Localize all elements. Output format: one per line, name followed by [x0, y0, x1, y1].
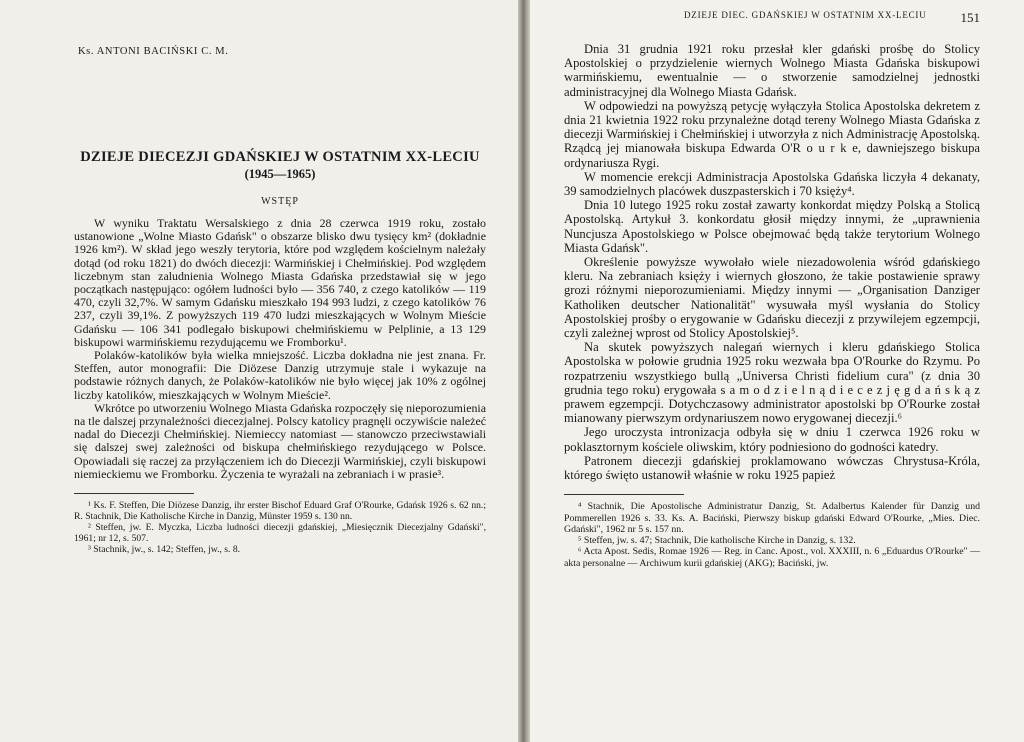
- footnote: ² Steffen, jw. E. Myczka, Liczba ludności diecezji gdańskiej, „Miesięcznik Diecezjalny Gdański", 1961; nr 12, s. 507.: [74, 522, 486, 545]
- footnote: ⁶ Acta Apost. Sedis, Romae 1926 — Reg. in Canc. Apost., vol. XXXIII, n. 6 „Eduardus O'Rourke" — akta personalne — Archiwum kurii gdańskiej (AKG); Baciński, jw.: [564, 546, 980, 569]
- running-head-left: Ks. ANTONI BACIŃSKI C. M.: [78, 46, 229, 57]
- paragraph: W odpowiedzi na powyższą petycję wyłączyła Stolica Apostolska dekretem z dnia 21 kwietnia 1922 roku przynależne dotąd tereny Wolnego Miasta Gdańska z diecezji Warmińskiej i Chełmińskiej i utworzyła z nich Administrację Apostolską. Rządcą jej mianowała biskupa Edwarda O'R o u r k e, dawniejszego biskupa ordynariusza Rygi.: [564, 98, 980, 170]
- footnote-rule: [74, 493, 194, 494]
- paragraph: Dnia 10 lutego 1925 roku został zawarty konkordat między Polską a Stolicą Apostolską. Artykuł 3. konkordatu głosił między innymi, że „uprawnienia Nuncjusza Apostolskiego w Polsce obejmować będą także terytorium Wolnego Miasta Gdańsk".: [564, 198, 980, 255]
- running-head-text: DZIEJE DIEC. GDAŃSKIEJ W OSTATNIM XX-LECIU: [684, 10, 927, 20]
- footnote: ³ Stachnik, jw., s. 142; Steffen, jw., s. 8.: [88, 544, 241, 556]
- paragraph: Wkrótce po utworzeniu Wolnego Miasta Gdańska rozpoczęły się nieporozumienia na tle dalszej przynależności diecezjalnej. Polscy katolicy pragnęli oczywiście należeć nadal do Diecezji Chełmińskiej. Niemieccy natomiast — stanowczo przeciwstawiali się dalszej swej zależności od biskupa chełmińskiego rezydującego w Polsce. Opowiadali się raczej za przyłączeniem ich do Diecezji Warmińskiej, czyli biskupowi niemieckiemu we Fromborku. Życzenia te wyrażali na zebraniach i w prasie³.: [74, 400, 486, 481]
- running-head-right: [564, 10, 980, 26]
- book-gutter: [518, 0, 530, 742]
- right-page: [530, 0, 1024, 742]
- paragraph: W wyniku Traktatu Wersalskiego z dnia 28 czerwca 1919 roku, zostało ustanowione „Wolne Miasto Gdańsk" o obszarze blisko dwu tysięcy km² (dokładnie 1926 km²). W skład jego weszły terytoria, które pod względem kościelnym należały dotąd (od roku 1821) do dwóch diecezji: Warmińskiej i Chełmińskiej. Pod względem liczebnym stan zaludnienia Wolnego Miasta Gdańska przedstawiał się w jego początkach następująco: ogółem ludności było — 356 740, z czego katolików — 119 470, czyli 32,7%. W samym Gdańsku mieszkało 194 993 ludzi, z czego katolików 76 237, czyli 39,1%. Z powyższych 119 470 ludzi mieszkających w Wolnym Mieście Gdańsku — 106 341 podlegało biskupowi chełmińskiemu w Pelplinie, a 13 129 biskupowi warmińskiemu rezydującemu we Fromborku¹.: [74, 216, 486, 349]
- paragraph: Jego uroczysta intronizacja odbyła się w dniu 1 czerwca 1926 roku w poklasztornym kościele oliwskim, który podniesiono do godności katedry.: [564, 425, 980, 454]
- page-number: 151: [960, 10, 980, 25]
- paragraph: Dnia 31 grudnia 1921 roku przesłał kler gdański prośbę do Stolicy Apostolskiej o przydzielenie wiernych Wolnego Miasta Gdańska biskupowi warmińskiemu, ewentualnie — o stworzenie samodzielnej jednostki administracyjnej dla Wolnego Miasta Gdańsk.: [564, 42, 980, 99]
- footnote-rule: [564, 494, 684, 495]
- footnote: ¹ Ks. F. Steffen, Die Diözese Danzig, ihr erster Bischof Eduard Graf O'Rourke, Gdańsk 1926 s. 62 nn.; R. Stachnik, Die Katholische Kirche in Danzig, Münster 1959 s. 130 nn.: [74, 500, 486, 523]
- paragraph: Określenie powyższe wywołało wiele niezadowolenia wśród gdańskiego kleru. Na zebraniach księży i wiernych głoszono, że takie postawienie sprawy grozi różnymi nieporozumieniami. Między innymi — „Organisation Danziger Katholiken deutscher Nationalität" wysuwała myśl wysłania do Stolicy Apostolskiej prośby o erygowanie w Gdańsku diecezji z przywilejem egzempcji, czyli zależnej wprost od Stolicy Apostolskiej⁵.: [564, 255, 980, 341]
- paragraph: Patronem diecezji gdańskiej proklamowano wówczas Chrystusa-Króla, którego święto ustanowił właśnie w roku 1925 papież: [564, 453, 980, 483]
- paragraph: Polaków-katolików była wielka mniejszość. Liczba dokładna nie jest znana. Fr. Steffen, autor monografii: Die Diözese Danzig utrzymuje stale i wykazuje na podstawie różnych danych, że Polaków-katolików nie było więcej jak 10% z ogólnej liczby katolików, mieszkających w Wolnym Mieście².: [74, 348, 486, 402]
- footnote: ⁵ Steffen, jw. s. 47; Stachnik, Die katholische Kirche in Danzig, s. 132.: [578, 535, 856, 547]
- article-title: DZIEJE DIECEZJI GDAŃSKIEJ W OSTATNIM XX-LECIU: [80, 149, 480, 165]
- article-subtitle: (1945—1965): [244, 167, 316, 181]
- paragraph: Na skutek powyższych nalegań wiernych i kleru gdańskiego Stolica Apostolska w połowie grudnia 1925 roku wezwała bpa O'Rourke do Rzymu. Po rozpatrzeniu wszystkiego bullą „Universa Christi fidelium cura" (z dnia 30 grudnia tego roku) erygowała s a m o d z i e l n ą d i e c e z j ę g d a ń s k ą z prawem egzempcji. Dotychczasowy administrator apostolski bp O'Rourke został mianowany pierwszym ordynariuszem nowo erygowanej diecezji.⁶: [564, 340, 980, 426]
- paragraph: W momencie erekcji Administracja Apostolska Gdańska liczyła 4 dekanaty, 39 samodzielnych placówek duszpasterskich i 70 księży⁴.: [564, 169, 980, 199]
- footnote: ⁴ Stachnik, Die Apostolische Administratur Danzig, St. Adalbertus Kalender für Danzig und Pommerellen 1926 s. 33. Ks. A. Baciński, Pierwszy biskup gdański Edward O'Rourke, „Mies. Diec. Gdański", 1962 nr 5 s. 157 nn.: [564, 501, 980, 535]
- section-heading: WSTĘP: [261, 196, 299, 207]
